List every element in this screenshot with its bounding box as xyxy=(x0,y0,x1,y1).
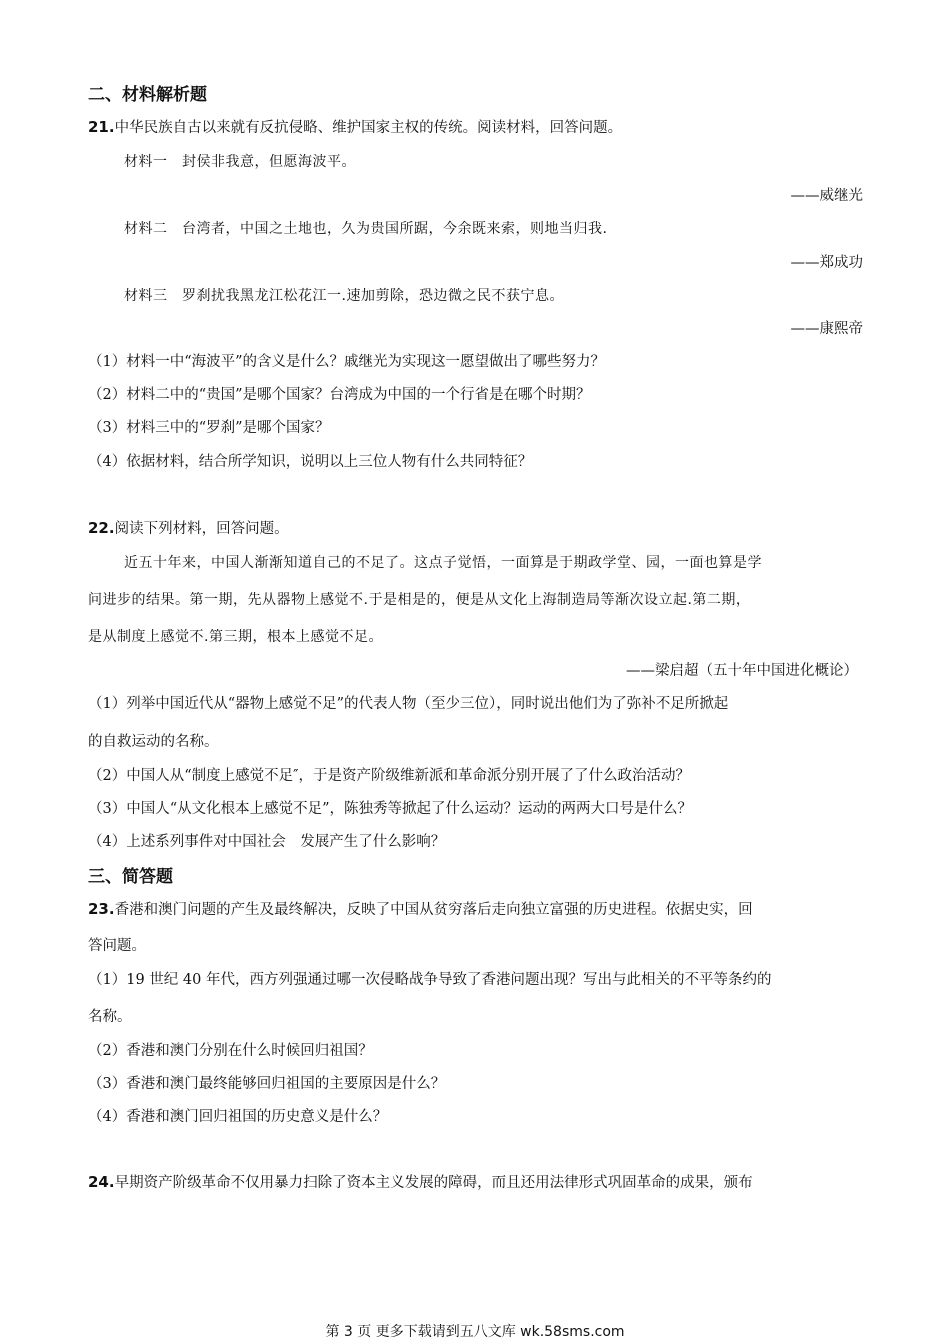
question-23-stem-cont: 答问题。 xyxy=(88,938,146,954)
question-23-sub-1: （1）19 世纪 40 年代，西方列强通过哪一次侵略战争导致了香港问题出现？写出与此相关的不平等条约的 xyxy=(88,972,772,988)
material-1-source: ——威继光 xyxy=(790,188,863,204)
question-number: 22. xyxy=(88,519,115,537)
question-21-sub-2: （2）材料二中的“贵国”是哪个国家？台湾成为中国的一个行省是在哪个时期？ xyxy=(88,387,591,403)
question-number: 24. xyxy=(88,1173,115,1191)
material-3: 材料三 罗刹扰我黑龙江松花江一.速加剪除，恐边微之民不获宁息。 xyxy=(124,288,564,304)
question-24-stem: 24.早期资产阶级革命不仅用暴力扫除了资本主义发展的障碍，而且还用法律形式巩固革命的成果，颁布 xyxy=(88,1173,753,1191)
material-2: 材料二 台湾者，中国之土地也，久为贵国所踞，今余既来索，则地当归我. xyxy=(124,221,608,237)
question-22-sub-2: （2）中国人从“制度上感觉不足″，于是资产阶级维新派和革命派分别开展了了什么政治活动？ xyxy=(88,768,691,784)
question-21-sub-3: （3）材料三中的“罗刹”是哪个国家？ xyxy=(88,420,330,436)
question-22-sub-3: （3）中国人“从文化根本上感觉不足”，陈独秀等掀起了什么运动？运动的两两大口号是什么？ xyxy=(88,801,693,817)
page-footer: 第 3 页 更多下载请到五八文库 wk.58sms.com xyxy=(325,1324,625,1340)
question-22-sub-4: （4）上述系列事件对中国社会 发展产生了什么影响？ xyxy=(88,834,446,850)
question-23-sub-1-cont: 名称。 xyxy=(88,1009,132,1025)
material-1: 材料一 封侯非我意，但愿海波平。 xyxy=(124,154,356,170)
question-22-stem: 22.阅读下列材料，回答问题。 xyxy=(88,519,289,537)
question-22-sub-1-cont: 的自救运动的名称。 xyxy=(88,734,219,750)
material-2-source: ——郑成功 xyxy=(790,255,863,271)
question-21-stem: 21.中华民族自古以来就有反抗侵略、维护国家主权的传统。阅读材料，回答问题。 xyxy=(88,118,623,136)
question-23-stem: 23.香港和澳门问题的产生及最终解决，反映了中国从贫穷落后走向独立富强的历史进程。依据史实，回 xyxy=(88,900,753,918)
section-title-material-analysis: 二、材料解析题 xyxy=(88,85,207,105)
question-21-sub-4: （4）依据材料，结合所学知识，说明以上三位人物有什么共同特征？ xyxy=(88,454,533,470)
question-22-passage-line-2: 问进步的结果。第一期，先从器物上感觉不.于是相是的，便是从文化上海制造局等渐次设立起.第二期， xyxy=(88,592,751,608)
question-22-passage-line-3: 是从制度上感觉不.第三期，根本上感觉不足。 xyxy=(88,629,383,645)
question-21-sub-1: （1）材料一中“海波平”的含义是什么？戚继光为实现这一愿望做出了哪些努力？ xyxy=(88,354,606,370)
question-22-passage-line-1: 近五十年来，中国人渐渐知道自己的不足了。这点子觉悟，一面算是于期政学堂、园，一面也算是学 xyxy=(124,555,762,571)
section-title-short-answer: 三、简答题 xyxy=(88,867,173,887)
question-22-sub-1: （1）列举中国近代从“器物上感觉不足”的代表人物（至少三位），同时说出他们为了弥补不足所掀起 xyxy=(88,696,729,712)
question-23-sub-2: （2）香港和澳门分别在什么时候回归祖国？ xyxy=(88,1043,373,1059)
question-22-passage-source: ——梁启超（五十年中国进化概论） xyxy=(626,663,858,679)
material-3-source: ——康熙帝 xyxy=(790,321,863,337)
question-number: 23. xyxy=(88,900,115,918)
question-23-sub-4: （4）香港和澳门回归祖国的历史意义是什么？ xyxy=(88,1109,388,1125)
question-number: 21. xyxy=(88,118,115,136)
question-23-sub-3: （3）香港和澳门最终能够回归祖国的主要原因是什么？ xyxy=(88,1076,446,1092)
